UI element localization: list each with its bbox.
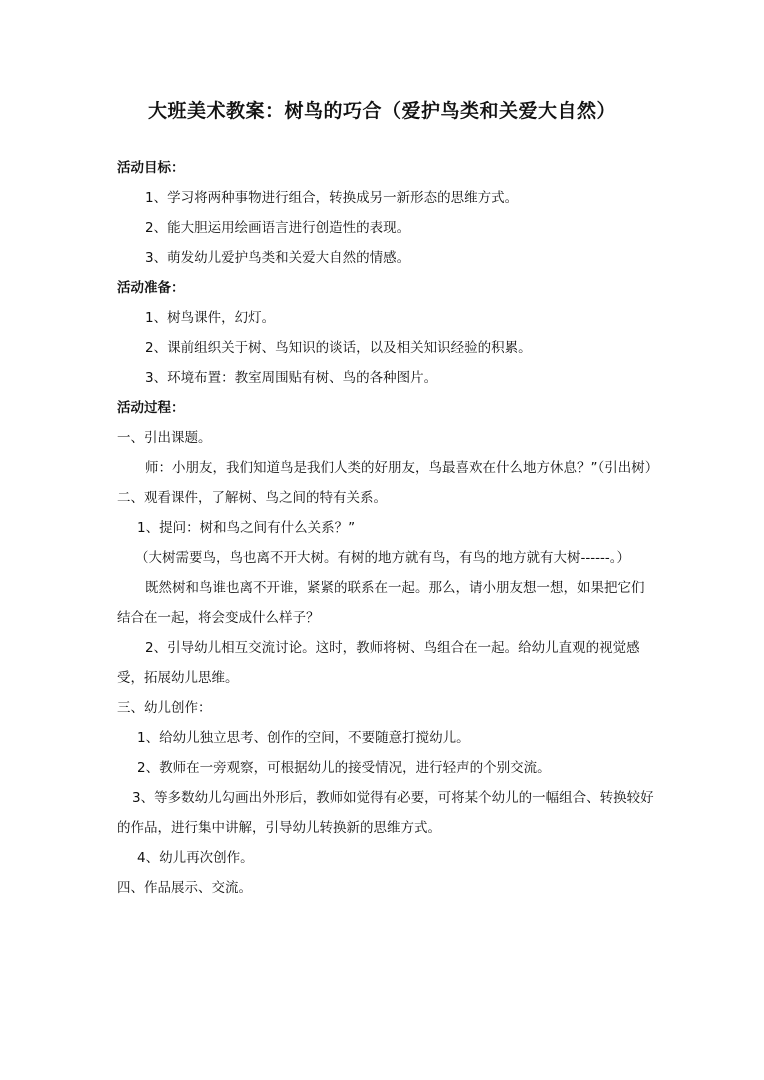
paragraph-answer: （大树需要鸟，鸟也离不开大树。有树的地方就有鸟，有鸟的地方就有大树------。） xyxy=(135,550,630,566)
document-title: 大班美术教案：树鸟的巧合（爱护鸟类和关爱大自然） xyxy=(147,100,616,122)
create-item-2: 2、教师在一旁观察，可根据幼儿的接受情况，进行轻声的个别交流。 xyxy=(137,760,551,776)
paragraph-discussion: 2、引导幼儿相互交流讨论。这时，教师将树、鸟组合在一起。给幼儿直观的视觉感受，拓展幼儿思维。 xyxy=(117,640,640,686)
question-item: 1、提问：树和鸟之间有什么关系？” xyxy=(137,520,356,536)
process-step-2: 二、观看课件，了解树、鸟之间的特有关系。 xyxy=(117,490,387,506)
prep-item-1: 1、树鸟课件，幻灯。 xyxy=(145,310,276,326)
goal-item-1: 1、学习将两种事物进行组合，转换成另一新形态的思维方式。 xyxy=(145,190,519,206)
prep-item-3: 3、环境布置：教室周围贴有树、鸟的各种图片。 xyxy=(145,370,438,386)
paragraph-combine: 既然树和鸟谁也离不开谁，紧紧的联系在一起。那么，请小朋友想一想，如果把它们结合在一起，将会变成什么样子？ xyxy=(117,580,645,626)
process-step-3: 三、幼儿创作： xyxy=(117,700,212,716)
process-step-1: 一、引出课题。 xyxy=(117,430,212,446)
goal-item-2: 2、能大胆运用绘画语言进行创造性的表现。 xyxy=(145,220,411,236)
paragraph-teacher-intro: 师：小朋友，我们知道鸟是我们人类的好朋友，鸟最喜欢在什么地方休息？”（引出树） xyxy=(145,460,659,476)
create-item-4: 4、幼儿再次创作。 xyxy=(137,850,254,866)
goal-item-3: 3、萌发幼儿爱护鸟类和关爱大自然的情感。 xyxy=(145,250,411,266)
section-heading-goals: 活动目标： xyxy=(117,160,185,176)
create-item-1: 1、给幼儿独立思考、创作的空间，不要随意打搅幼儿。 xyxy=(137,730,470,746)
create-item-3: 3、等多数幼儿勾画出外形后，教师如觉得有必要，可将某个幼儿的一幅组合、转换较好的作品，进行集中讲解，引导幼儿转换新的思维方式。 xyxy=(117,790,654,836)
process-step-4: 四、作品展示、交流。 xyxy=(117,880,252,896)
section-heading-process: 活动过程： xyxy=(117,400,185,416)
document-body xyxy=(117,153,657,903)
section-heading-preparation: 活动准备： xyxy=(117,280,185,296)
prep-item-2: 2、课前组织关于树、鸟知识的谈话，以及相关知识经验的积累。 xyxy=(145,340,532,356)
